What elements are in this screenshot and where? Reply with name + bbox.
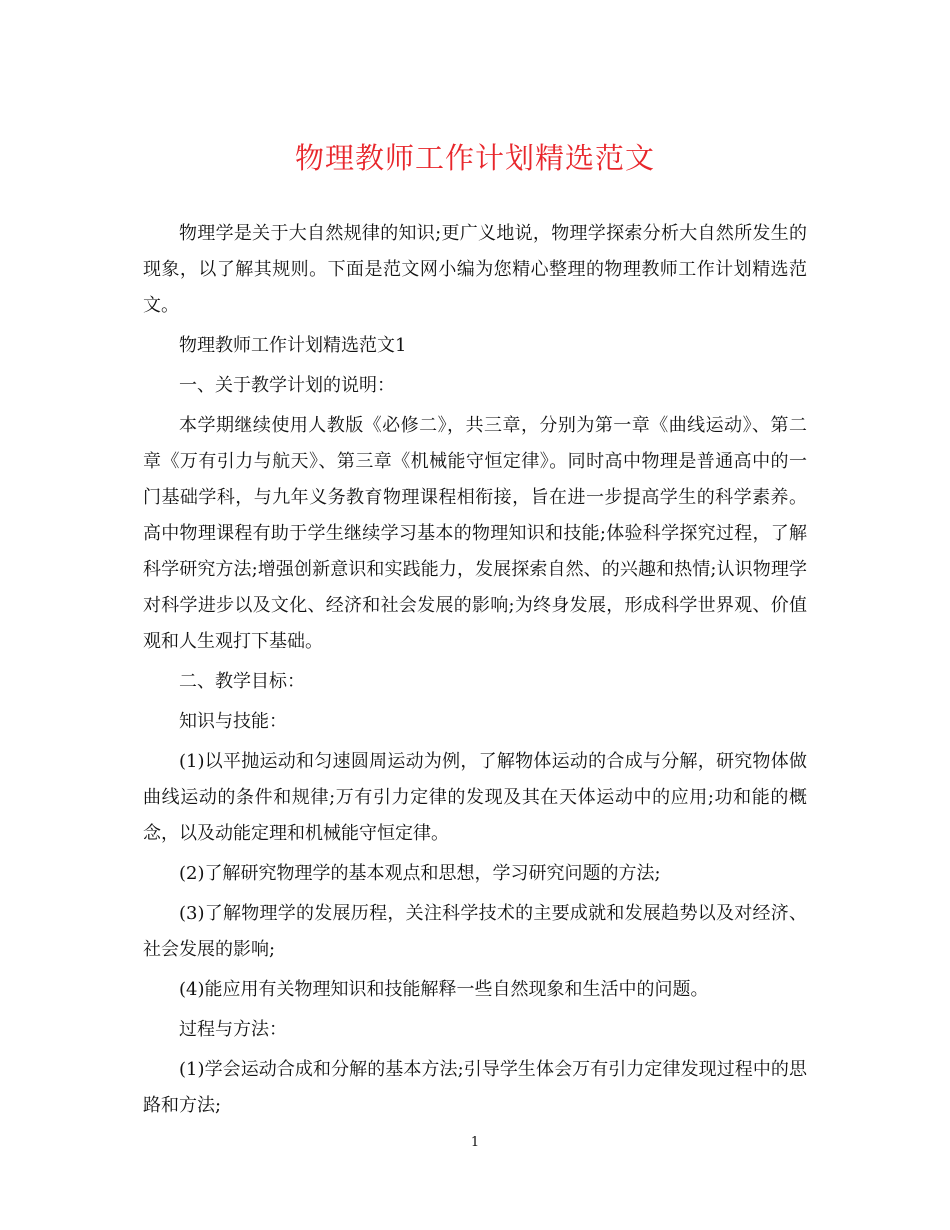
paragraph-heading-process-methods: 过程与方法： <box>179 1019 287 1040</box>
document-body <box>143 216 807 1128</box>
paragraph-plan-description: 本学期继续使用人教版《必修二》，共三章，分别为第一章《曲线运动》、第二章《万有引力与航天》、第三章《机械能守恒定律》。同时高中物理是普通高中的一门基础学科，与九年义务教育物理课程相衔接，旨在进一步提高学生的科学素养。高中物理课程有助于学生继续学习基本的物理知识和技能;体验科学探究过程，了解科学研究方法;增强创新意识和实践能力，发展探索自然、的兴趣和热情;认识物理学对科学进步以及文化、经济和社会发展的影响;为终身发展，形成科学世界观、价值观和人生观打下基础。 <box>143 415 807 652</box>
paragraph-goal-1: (1)以平抛运动和匀速圆周运动为例，了解物体运动的合成与分解，研究物体做曲线运动的条件和规律;万有引力定律的发现及其在天体运动中的应用;功和能的概念，以及动能定理和机械能守恒定律。 <box>143 751 807 844</box>
paragraph-section-heading: 物理教师工作计划精选范文1 <box>179 335 407 356</box>
paragraph-heading-plan-notes: 一、关于教学计划的说明： <box>179 375 395 396</box>
paragraph-goal-2: (2)了解研究物理学的基本观点和思想，学习研究问题的方法; <box>179 863 661 884</box>
paragraph-goal-3: (3)了解物理学的发展历程，关注科学技术的主要成就和发展趋势以及对经济、社会发展的影响; <box>143 903 807 960</box>
paragraph-heading-knowledge-skills: 知识与技能： <box>179 711 287 732</box>
paragraph-intro: 物理学是关于大自然规律的知识;更广义地说，物理学探索分析大自然所发生的现象，以了解其规则。下面是范文网小编为您精心整理的物理教师工作计划精选范文。 <box>143 223 807 316</box>
page-number: 1 <box>470 1135 480 1150</box>
paragraph-heading-goals: 二、教学目标： <box>179 671 305 692</box>
paragraph-goal-4: (4)能应用有关物理知识和技能解释一些自然现象和生活中的问题。 <box>179 979 709 1000</box>
document-title: 物理教师工作计划精选范文 <box>294 141 655 175</box>
paragraph-method-1: (1)学会运动合成和分解的基本方法;引导学生体会万有引力定律发现过程中的思路和方法; <box>143 1059 807 1116</box>
